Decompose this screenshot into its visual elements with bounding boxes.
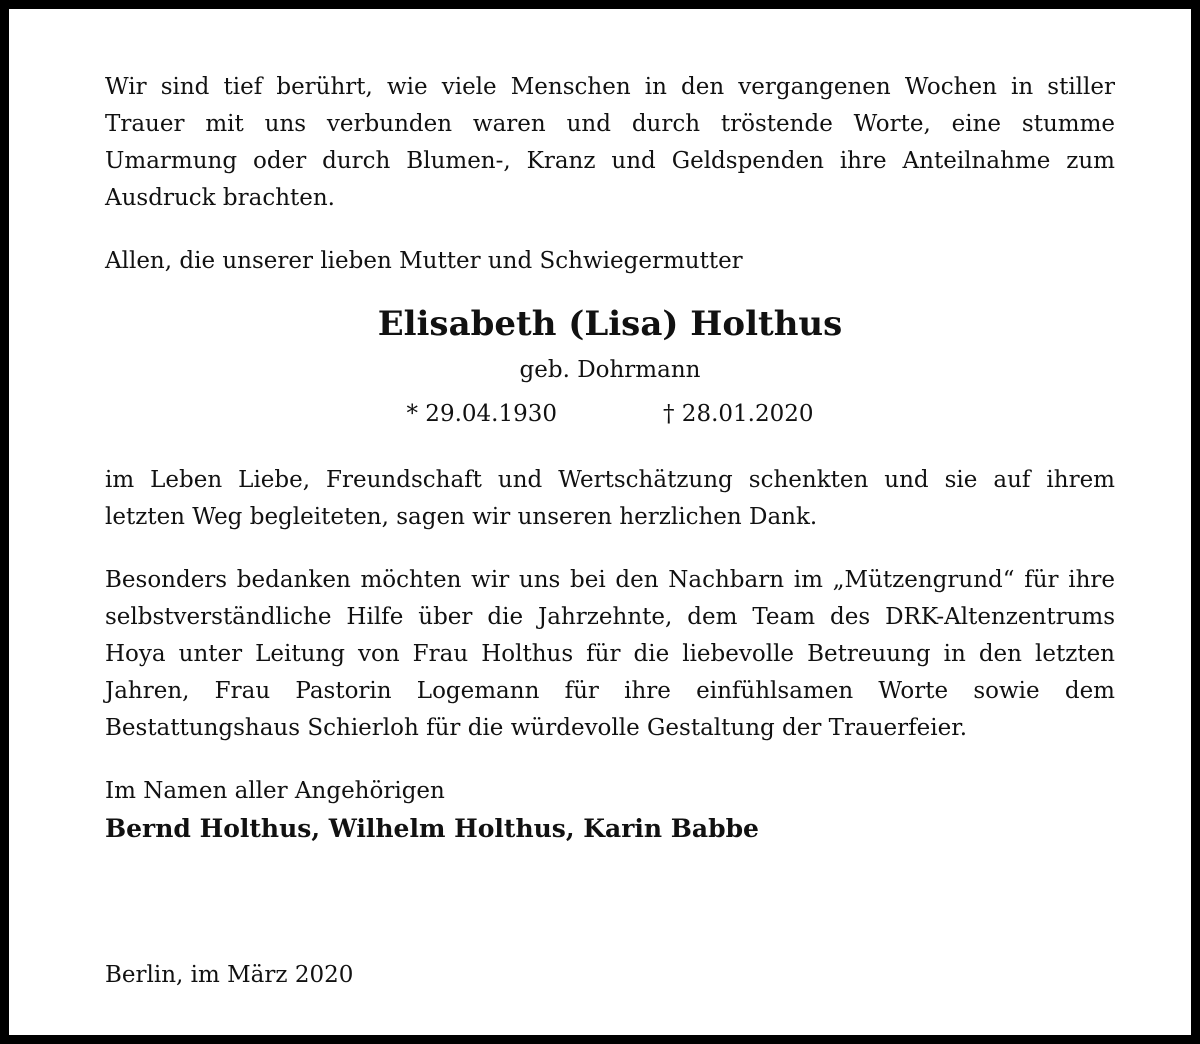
place-date: Berlin, im März 2020 bbox=[105, 962, 354, 988]
thanks-paragraph: im Leben Liebe, Freundschaft und Wertschätzung schenkten und sie auf ihrem letzten Weg begleiteten, sagen wir unseren herzlichen Dank. bbox=[105, 467, 1115, 530]
life-dates bbox=[105, 396, 1115, 432]
special-thanks-paragraph: Besonders bedanken möchten wir uns bei den Nachbarn im „Mützengrund“ für ihre selbstverständliche Hilfe über die Jahrzehnte, dem Team des DRK-Altenzentrums Hoya unter Leitung von Frau Holthus für die liebevolle Betreuung in den letzten Jahren, Frau Pastorin Logemann für ihre einfühlsamen Worte sowie dem Bestattungshaus Schierloh für die würdevolle Gestaltung der Trauerfeier. bbox=[105, 567, 1115, 741]
signers-line: Bernd Holthus, Wilhelm Holthus, Karin Babbe bbox=[105, 814, 759, 843]
birth-date: * 29.04.1930 bbox=[406, 401, 557, 427]
addressee-line: Allen, die unserer lieben Mutter und Schwiegermutter bbox=[105, 248, 743, 274]
birth-name: geb. Dohrmann bbox=[519, 357, 701, 383]
on-behalf-line: Im Namen aller Angehörigen bbox=[105, 778, 445, 804]
death-date: † 28.01.2020 bbox=[663, 401, 814, 427]
deceased-name: Elisabeth (Lisa) Holthus bbox=[377, 304, 843, 344]
notice-content bbox=[105, 69, 1115, 848]
intro-paragraph: Wir sind tief berührt, wie viele Menschen in den vergangenen Wochen in stiller Trauer mit uns verbunden waren und durch tröstende Worte, eine stumme Umarmung oder durch Blumen-, Kranz und Geldspenden ihre Anteilnahme zum Ausdruck brachten. bbox=[105, 74, 1115, 211]
